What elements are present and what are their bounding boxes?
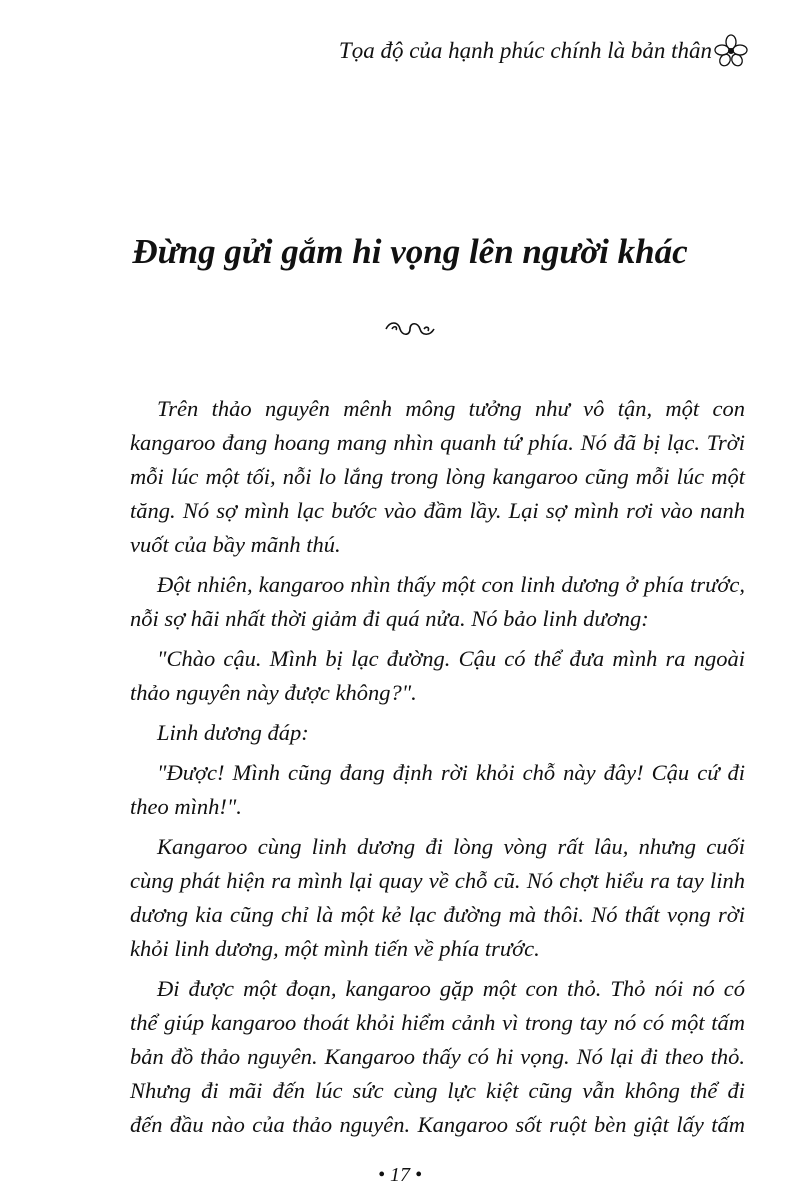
text-line: đến đầu nào của thảo nguyên. Kangaroo sốt ruột bèn giật lấy tấm xyxy=(130,1112,745,1137)
text-line: "Chào cậu. Mình bị lạc đường. Cậu có thể đưa mình ra ngoài xyxy=(157,646,745,671)
running-header: Tọa độ của hạnh phúc chính là bản thân xyxy=(338,38,712,63)
text-line: tăng. Nó sợ mình lạc bước vào đầm lầy. Lại sợ mình rơi vào nanh xyxy=(130,498,745,523)
text-line: dương kia cũng chỉ là một kẻ lạc đường mà thôi. Nó thất vọng rời xyxy=(130,902,745,927)
text-line: cùng phát hiện ra mình lại quay về chỗ cũ. Nó chợt hiểu ra tay linh xyxy=(130,868,745,893)
text-line: mỗi lúc một tối, nỗi lo lắng trong lòng kangaroo cũng mỗi lúc một xyxy=(130,464,745,489)
text-line: bản đồ thảo nguyên. Kangaroo thấy có hi vọng. Nó lại đi theo thỏ. xyxy=(130,1044,745,1069)
text-line: kangaroo đang hoang mang nhìn quanh tứ phía. Nó đã bị lạc. Trời xyxy=(130,430,745,455)
text-line: Linh dương đáp: xyxy=(157,720,309,745)
text-line: vuốt của bầy mãnh thú. xyxy=(130,532,341,557)
chapter-title: Đừng gửi gắm hi vọng lên người khác xyxy=(132,232,688,271)
text-line: thảo nguyên này được không?". xyxy=(130,680,417,705)
text-line: Trên thảo nguyên mênh mông tưởng như vô tận, một con xyxy=(157,396,745,421)
text-line: "Được! Mình cũng đang định rời khỏi chỗ này đây! Cậu cứ đi xyxy=(157,760,745,785)
text-line: Đột nhiên, kangaroo nhìn thấy một con linh dương ở phía trước, xyxy=(157,572,745,597)
page-number: • 17 • xyxy=(377,1164,422,1186)
text-line: nỗi sợ hãi nhất thời giảm đi quá nửa. Nó bảo linh dương: xyxy=(130,606,649,631)
text-line: theo mình!". xyxy=(130,794,242,819)
flower-icon xyxy=(714,34,748,68)
text-line: thể giúp kangaroo thoát khỏi hiểm cảnh vì trong tay nó có một tấm xyxy=(130,1010,745,1035)
text-line: khỏi linh dương, một mình tiến về phía trước. xyxy=(130,936,540,961)
text-line: Kangaroo cùng linh dương đi lòng vòng rất lâu, nhưng cuối xyxy=(157,834,745,859)
text-line: Đi được một đoạn, kangaroo gặp một con thỏ. Thỏ nói nó có xyxy=(157,976,745,1001)
scroll-ornament-icon xyxy=(382,318,438,340)
text-line: Nhưng đi mãi đến lúc sức cùng lực kiệt cũng vẫn không thể đi xyxy=(130,1078,745,1103)
